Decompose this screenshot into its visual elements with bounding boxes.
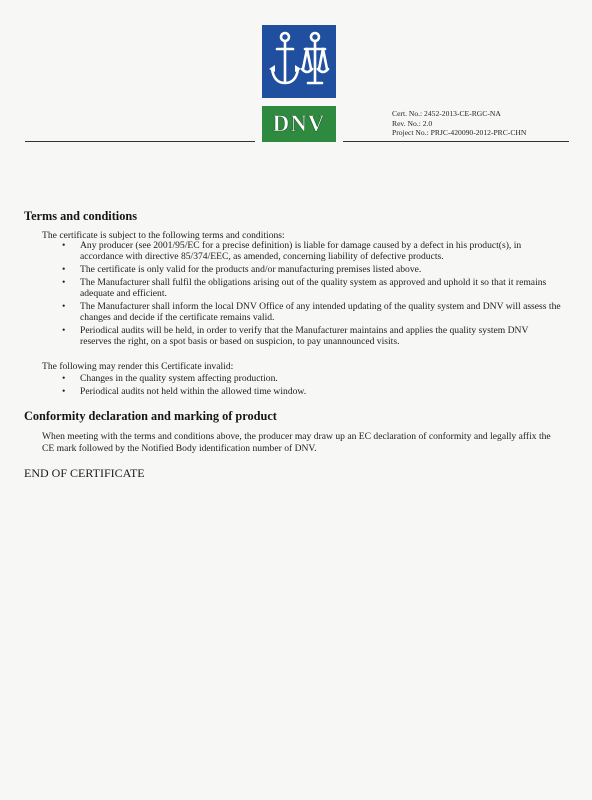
header-rule-left [25,141,255,142]
dnv-wordmark: DNV [262,106,336,142]
anchor-and-scales-icon [262,25,336,98]
list-item: • Periodical audits not held within the allowed time window. [62,386,462,397]
invalid-list [62,373,462,399]
terms-heading: Terms and conditions [24,209,137,223]
certificate-reference [392,109,526,138]
project-number: Project No.: PRJC-420090-2012-PRC-CHN [392,128,527,138]
dnv-logo [262,25,336,142]
invalid-intro: The following may render this Certificate invalid: [42,361,234,372]
list-item: • The Manufacturer shall fulfil the obligations arising out of the quality system as approved and uphold it so that it remains adequate and efficient. [62,277,562,300]
list-item: • Periodical audits will be held, in order to verify that the Manufacturer maintains and applies the quality system DNV reserves the right, on a spot basis or based on suspicion, to pay unannounced visits. [62,325,562,348]
list-item: • Changes in the quality system affecting production. [62,373,462,384]
terms-list [62,240,562,349]
cert-number: Cert. No.: 2452-2013-CE-RGC-NA [392,109,501,118]
list-item: • The certificate is only valid for the products and/or manufacturing premises listed above. [62,264,562,275]
conformity-heading: Conformity declaration and marking of product [24,409,277,423]
list-item: • Any producer (see 2001/95/EC for a precise definition) is liable for damage caused by a defect in his product(s), in accordance with directive 85/374/EEC, as amended, concerning liability of defective products. [62,240,562,263]
terms-intro: The certificate is subject to the following terms and conditions: [42,230,285,241]
conformity-text: When meeting with the terms and conditions above, the producer may draw up an EC declaration of conformity and legally affix the CE mark followed by the Notified Body identification number of DNV. [42,431,551,454]
list-item: • The Manufacturer shall inform the local DNV Office of any intended updating of the quality system and DNV will assess the changes and decide if the certificate remains valid. [62,301,562,324]
end-of-certificate: END OF CERTIFICATE [24,466,145,480]
revision-number: Rev. No.: 2.0 [392,118,433,128]
header-rule-right [343,141,569,142]
